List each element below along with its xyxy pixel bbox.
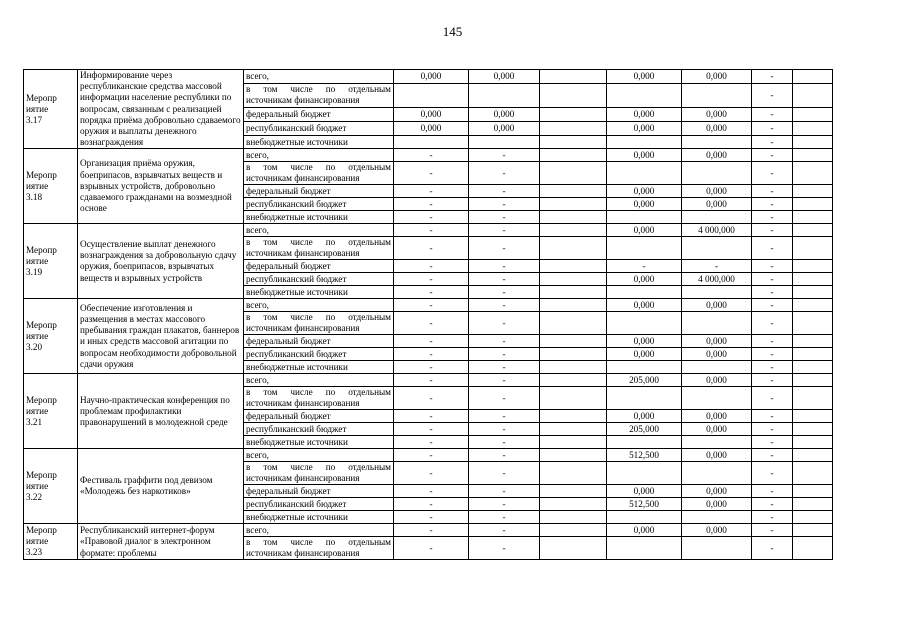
amount-cell — [793, 237, 833, 260]
amount-cell — [793, 423, 833, 436]
event-description: Информирование через республиканские средства массовой информации население республики по вопросам, связанным с реализацией порядка приёма добровольно сдаваемого оружия и выплаты денежного вознаграждения — [78, 70, 244, 149]
amount-cell — [469, 83, 540, 107]
amount-cell — [682, 83, 752, 107]
amount-cell: 0,000 — [607, 185, 682, 198]
amount-cell: - — [469, 185, 540, 198]
amount-cell — [540, 149, 607, 162]
amount-cell: - — [752, 410, 793, 423]
amount-cell: - — [469, 149, 540, 162]
funding-source: внебюджетные источники — [244, 211, 394, 224]
amount-cell — [540, 237, 607, 260]
amount-cell — [607, 537, 682, 560]
amount-cell: - — [752, 121, 793, 135]
event-description: Обеспечение изготовления и размещения в местах массового пребывания граждан плакатов, баннеров и иных средств массовой агитации по вопросам необходимости добровольной сдачи оружия — [78, 299, 244, 374]
amount-cell: - — [394, 312, 469, 335]
amount-cell — [682, 361, 752, 374]
amount-cell: - — [394, 286, 469, 299]
amount-cell: 205,000 — [607, 374, 682, 387]
amount-cell: 0,000 — [607, 299, 682, 312]
amount-cell — [540, 185, 607, 198]
amount-cell: - — [752, 524, 793, 537]
amount-cell — [793, 348, 833, 361]
event-label: Меропр иятие 3.21 — [24, 374, 78, 449]
event-label: Меропр иятие 3.22 — [24, 449, 78, 524]
amount-cell: - — [469, 462, 540, 485]
amount-cell — [540, 410, 607, 423]
amount-cell — [682, 237, 752, 260]
amount-cell: 0,000 — [607, 224, 682, 237]
amount-cell: 0,000 — [607, 70, 682, 84]
amount-cell — [607, 211, 682, 224]
amount-cell — [394, 135, 469, 149]
amount-cell — [607, 511, 682, 524]
funding-source: в том числе по отдельным источникам финансирования — [244, 162, 394, 185]
amount-cell — [793, 485, 833, 498]
page-number: 145 — [442, 24, 463, 39]
amount-cell: - — [752, 335, 793, 348]
amount-cell: - — [469, 361, 540, 374]
amount-cell: - — [394, 423, 469, 436]
amount-cell: 0,000 — [682, 485, 752, 498]
amount-cell: 4 000,000 — [682, 273, 752, 286]
event-description: Научно-практическая конференция по проблемам профилактики правонарушений в молодежной среде — [78, 374, 244, 449]
funding-source: федеральный бюджет — [244, 335, 394, 348]
amount-cell — [540, 374, 607, 387]
amount-cell: 0,000 — [682, 348, 752, 361]
amount-cell: 0,000 — [607, 485, 682, 498]
funding-source: всего, — [244, 70, 394, 84]
amount-cell — [793, 374, 833, 387]
amount-cell: 0,000 — [469, 121, 540, 135]
funding-source: республиканский бюджет — [244, 423, 394, 436]
funding-source: республиканский бюджет — [244, 198, 394, 211]
event-label: Меропр иятие 3.18 — [24, 149, 78, 224]
funding-source: всего, — [244, 449, 394, 462]
amount-cell — [682, 511, 752, 524]
amount-cell — [540, 83, 607, 107]
funding-source: внебюджетные источники — [244, 361, 394, 374]
amount-cell: - — [752, 135, 793, 149]
amount-cell — [607, 162, 682, 185]
table-row — [24, 224, 833, 237]
amount-cell: - — [394, 149, 469, 162]
amount-cell: - — [394, 348, 469, 361]
funding-source: федеральный бюджет — [244, 260, 394, 273]
amount-cell — [540, 511, 607, 524]
amount-cell: - — [752, 537, 793, 560]
amount-cell: 0,000 — [607, 335, 682, 348]
amount-cell — [540, 537, 607, 560]
amount-cell — [793, 462, 833, 485]
amount-cell — [607, 83, 682, 107]
amount-cell — [682, 162, 752, 185]
amount-cell: 0,000 — [607, 149, 682, 162]
funding-source: внебюджетные источники — [244, 436, 394, 449]
amount-cell: 0,000 — [682, 410, 752, 423]
amount-cell — [607, 436, 682, 449]
amount-cell — [607, 462, 682, 485]
amount-cell — [607, 135, 682, 149]
amount-cell: - — [752, 498, 793, 511]
event-label: Меропр иятие 3.19 — [24, 224, 78, 299]
amount-cell — [793, 511, 833, 524]
event-description: Осуществление выплат денежного вознаграждения за добровольную сдачу оружия, боеприпасов, взрывчатых веществ и взрывных устройств — [78, 224, 244, 299]
amount-cell — [682, 211, 752, 224]
amount-cell: 0,000 — [682, 299, 752, 312]
amount-cell: 0,000 — [682, 185, 752, 198]
table-row — [24, 70, 833, 84]
amount-cell — [540, 423, 607, 436]
amount-cell: 0,000 — [682, 449, 752, 462]
amount-cell — [540, 462, 607, 485]
amount-cell: 205,000 — [607, 423, 682, 436]
amount-cell: 0,000 — [607, 348, 682, 361]
amount-cell — [540, 485, 607, 498]
amount-cell: - — [752, 198, 793, 211]
amount-cell — [793, 361, 833, 374]
amount-cell: - — [469, 436, 540, 449]
funding-source: в том числе по отдельным источникам финансирования — [244, 387, 394, 410]
event-description: Организация приёма оружия, боеприпасов, взрывчатых веществ и взрывных устройств, добровольно сдаваемого гражданами на возмездной основе — [78, 149, 244, 224]
amount-cell — [793, 498, 833, 511]
amount-cell — [540, 524, 607, 537]
amount-cell: - — [469, 260, 540, 273]
amount-cell: - — [607, 260, 682, 273]
amount-cell — [607, 286, 682, 299]
amount-cell — [540, 436, 607, 449]
amount-cell: - — [394, 524, 469, 537]
amount-cell — [540, 348, 607, 361]
table-row — [24, 374, 833, 387]
amount-cell: - — [752, 348, 793, 361]
amount-cell: - — [469, 224, 540, 237]
amount-cell: 0,000 — [607, 121, 682, 135]
amount-cell: - — [394, 237, 469, 260]
event-label: Меропр иятие 3.20 — [24, 299, 78, 374]
amount-cell: - — [394, 335, 469, 348]
amount-cell: 0,000 — [682, 149, 752, 162]
amount-cell: - — [469, 374, 540, 387]
funding-source: всего, — [244, 374, 394, 387]
amount-cell — [540, 498, 607, 511]
amount-cell — [793, 312, 833, 335]
funding-source: всего, — [244, 149, 394, 162]
funding-source: внебюджетные источники — [244, 511, 394, 524]
amount-cell: - — [469, 410, 540, 423]
amount-cell: - — [469, 335, 540, 348]
amount-cell: - — [752, 70, 793, 84]
amount-cell: - — [394, 410, 469, 423]
amount-cell: - — [752, 260, 793, 273]
amount-cell: - — [394, 361, 469, 374]
amount-cell — [682, 286, 752, 299]
amount-cell: 0,000 — [682, 423, 752, 436]
amount-cell: - — [394, 387, 469, 410]
table-row — [24, 524, 833, 537]
amount-cell: - — [469, 511, 540, 524]
amount-cell — [394, 83, 469, 107]
funding-source: внебюджетные источники — [244, 286, 394, 299]
amount-cell: 4 000,000 — [682, 224, 752, 237]
amount-cell: - — [752, 211, 793, 224]
amount-cell — [793, 537, 833, 560]
funding-source: всего, — [244, 224, 394, 237]
amount-cell: - — [752, 237, 793, 260]
amount-cell: 0,000 — [607, 198, 682, 211]
amount-cell — [682, 387, 752, 410]
funding-source: в том числе по отдельным источникам финансирования — [244, 312, 394, 335]
amount-cell: - — [394, 436, 469, 449]
amount-cell: - — [752, 462, 793, 485]
funding-source: всего, — [244, 524, 394, 537]
amount-cell: - — [394, 224, 469, 237]
amount-cell: - — [469, 211, 540, 224]
amount-cell — [793, 70, 833, 84]
amount-cell — [540, 387, 607, 410]
amount-cell — [793, 387, 833, 410]
amount-cell: 0,000 — [469, 70, 540, 84]
amount-cell — [540, 286, 607, 299]
funding-source: республиканский бюджет — [244, 273, 394, 286]
funding-source: республиканский бюджет — [244, 348, 394, 361]
amount-cell: 0,000 — [682, 335, 752, 348]
amount-cell: - — [752, 224, 793, 237]
amount-cell — [540, 361, 607, 374]
amount-cell — [793, 211, 833, 224]
amount-cell: - — [394, 299, 469, 312]
amount-cell — [540, 335, 607, 348]
amount-cell: - — [394, 374, 469, 387]
amount-cell: - — [752, 286, 793, 299]
table-row — [24, 299, 833, 312]
amount-cell — [540, 260, 607, 273]
amount-cell — [540, 108, 607, 122]
amount-cell — [793, 436, 833, 449]
amount-cell: 0,000 — [682, 374, 752, 387]
amount-cell: - — [469, 162, 540, 185]
amount-cell — [540, 273, 607, 286]
funding-source: федеральный бюджет — [244, 485, 394, 498]
funding-source: всего, — [244, 299, 394, 312]
funding-source: в том числе по отдельным источникам финансирования — [244, 237, 394, 260]
amount-cell — [540, 312, 607, 335]
amount-cell — [793, 410, 833, 423]
amount-cell — [793, 286, 833, 299]
amount-cell: - — [394, 273, 469, 286]
amount-cell: - — [469, 537, 540, 560]
amount-cell — [793, 185, 833, 198]
amount-cell: - — [752, 436, 793, 449]
funding-source: федеральный бюджет — [244, 410, 394, 423]
funding-source: в том числе по отдельным источникам финансирования — [244, 83, 394, 107]
amount-cell: - — [469, 485, 540, 498]
amount-cell: - — [469, 423, 540, 436]
amount-cell: 0,000 — [682, 498, 752, 511]
amount-cell: - — [394, 211, 469, 224]
amount-cell: - — [682, 260, 752, 273]
amount-cell — [793, 224, 833, 237]
amount-cell: 0,000 — [682, 108, 752, 122]
amount-cell: - — [469, 348, 540, 361]
amount-cell — [540, 70, 607, 84]
amount-cell: - — [394, 498, 469, 511]
funding-source: в том числе по отдельным источникам финансирования — [244, 537, 394, 560]
amount-cell: - — [394, 449, 469, 462]
amount-cell: 0,000 — [607, 410, 682, 423]
amount-cell — [540, 299, 607, 312]
amount-cell: - — [469, 312, 540, 335]
amount-cell: - — [752, 273, 793, 286]
funding-source: федеральный бюджет — [244, 185, 394, 198]
amount-cell: 0,000 — [682, 198, 752, 211]
amount-cell: 0,000 — [682, 121, 752, 135]
amount-cell — [682, 135, 752, 149]
amount-cell: - — [469, 198, 540, 211]
amount-cell: 0,000 — [607, 524, 682, 537]
amount-cell: 512,500 — [607, 449, 682, 462]
amount-cell: - — [752, 185, 793, 198]
amount-cell — [682, 462, 752, 485]
funding-source: в том числе по отдельным источникам финансирования — [244, 462, 394, 485]
amount-cell: - — [752, 449, 793, 462]
amount-cell — [607, 312, 682, 335]
funding-source: республиканский бюджет — [244, 498, 394, 511]
amount-cell: 0,000 — [607, 108, 682, 122]
amount-cell: - — [752, 374, 793, 387]
amount-cell — [793, 273, 833, 286]
amount-cell — [793, 260, 833, 273]
amount-cell: - — [469, 449, 540, 462]
amount-cell — [607, 237, 682, 260]
amount-cell: - — [752, 485, 793, 498]
amount-cell — [540, 162, 607, 185]
budget-table — [23, 69, 833, 560]
amount-cell: - — [469, 273, 540, 286]
amount-cell — [793, 198, 833, 211]
amount-cell: - — [394, 462, 469, 485]
amount-cell: - — [752, 511, 793, 524]
amount-cell: - — [394, 260, 469, 273]
amount-cell: 0,000 — [394, 108, 469, 122]
amount-cell: - — [394, 537, 469, 560]
amount-cell — [793, 135, 833, 149]
amount-cell: - — [752, 299, 793, 312]
amount-cell — [793, 524, 833, 537]
amount-cell — [682, 436, 752, 449]
amount-cell: 0,000 — [394, 70, 469, 84]
table-row — [24, 449, 833, 462]
budget-table-body — [24, 70, 833, 560]
event-description: Республиканский интернет-форум «Правовой диалог в электронном формате: проблемы — [78, 524, 244, 560]
amount-cell — [793, 121, 833, 135]
amount-cell: - — [752, 162, 793, 185]
amount-cell: - — [394, 162, 469, 185]
amount-cell — [793, 83, 833, 107]
table-row — [24, 149, 833, 162]
amount-cell: - — [752, 108, 793, 122]
funding-source: федеральный бюджет — [244, 108, 394, 122]
event-description: Фестиваль граффити под девизом «Молодежь без наркотиков» — [78, 449, 244, 524]
amount-cell — [540, 121, 607, 135]
amount-cell — [793, 162, 833, 185]
amount-cell — [793, 299, 833, 312]
amount-cell: 512,500 — [607, 498, 682, 511]
amount-cell: 0,000 — [394, 121, 469, 135]
amount-cell: - — [469, 524, 540, 537]
amount-cell: - — [752, 83, 793, 107]
amount-cell — [540, 198, 607, 211]
amount-cell: - — [752, 361, 793, 374]
amount-cell: 0,000 — [607, 273, 682, 286]
amount-cell: 0,000 — [469, 108, 540, 122]
amount-cell — [793, 449, 833, 462]
amount-cell: - — [394, 185, 469, 198]
funding-source: республиканский бюджет — [244, 121, 394, 135]
amount-cell: - — [469, 299, 540, 312]
event-label: Меропр иятие 3.17 — [24, 70, 78, 149]
amount-cell — [682, 537, 752, 560]
amount-cell — [793, 149, 833, 162]
amount-cell: - — [752, 149, 793, 162]
amount-cell — [469, 135, 540, 149]
amount-cell: 0,000 — [682, 524, 752, 537]
amount-cell — [540, 135, 607, 149]
amount-cell: - — [469, 286, 540, 299]
amount-cell — [540, 211, 607, 224]
amount-cell: - — [394, 485, 469, 498]
amount-cell: - — [752, 387, 793, 410]
amount-cell — [540, 224, 607, 237]
amount-cell: - — [752, 423, 793, 436]
amount-cell: - — [394, 511, 469, 524]
amount-cell: - — [469, 498, 540, 511]
event-label: Меропр иятие 3.23 — [24, 524, 78, 560]
amount-cell: - — [394, 198, 469, 211]
amount-cell — [607, 387, 682, 410]
amount-cell — [540, 449, 607, 462]
amount-cell — [793, 108, 833, 122]
amount-cell — [682, 312, 752, 335]
amount-cell — [607, 361, 682, 374]
amount-cell: - — [469, 387, 540, 410]
amount-cell: - — [469, 237, 540, 260]
amount-cell — [793, 335, 833, 348]
amount-cell: 0,000 — [682, 70, 752, 84]
amount-cell: - — [752, 312, 793, 335]
funding-source: внебюджетные источники — [244, 135, 394, 149]
